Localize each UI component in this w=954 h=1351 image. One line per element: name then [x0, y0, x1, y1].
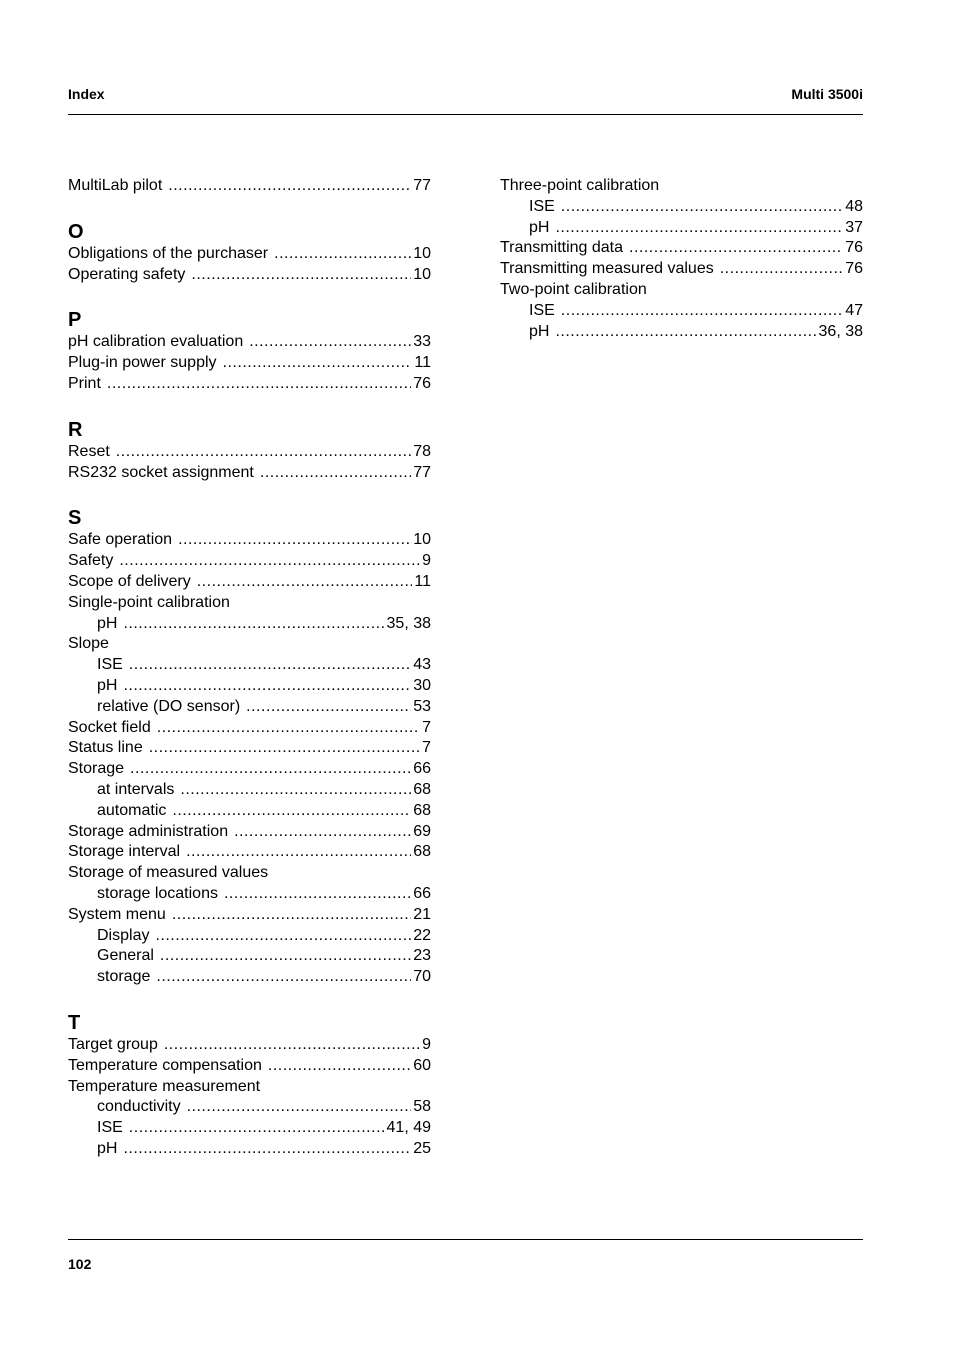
index-term: Safety [68, 552, 114, 570]
index-entry [500, 176, 863, 197]
index-subentry [500, 322, 863, 343]
index-page-reference: 11 [414, 572, 431, 590]
index-entry [68, 530, 431, 551]
index-page-reference: 77 [413, 177, 431, 194]
dot-leader [160, 946, 411, 967]
index-entry [500, 280, 863, 301]
dot-leader [197, 572, 413, 593]
index-term: Operating safety [68, 265, 186, 283]
dot-leader [180, 780, 411, 801]
index-page-reference: 33 [413, 333, 431, 351]
index-page-reference: 7 [422, 718, 431, 736]
running-header-product: Multi 3500i [791, 86, 863, 102]
index-page-reference: 60 [413, 1056, 431, 1074]
index-term: Status line [68, 739, 143, 757]
index-subentry [500, 218, 863, 239]
index-subentry [68, 697, 431, 718]
index-subentry [68, 946, 431, 967]
index-term: storage locations [97, 884, 218, 902]
index-term: pH [529, 322, 550, 340]
dot-leader [561, 301, 843, 322]
index-entry [68, 551, 431, 572]
dot-leader [172, 801, 411, 822]
index-entry [68, 353, 431, 374]
index-entry [68, 572, 431, 593]
dot-leader [555, 218, 843, 239]
index-page-reference: 68 [413, 780, 431, 798]
index-term: Storage of measured values [68, 864, 269, 882]
index-page-reference: 10 [413, 531, 431, 549]
index-term: Display [97, 926, 150, 944]
dot-leader [107, 374, 411, 395]
index-entry [68, 244, 431, 265]
index-term: Transmitting data [500, 239, 624, 257]
index-entry [68, 176, 431, 197]
index-entry [68, 1077, 431, 1098]
dot-leader [129, 1118, 385, 1139]
dot-leader [186, 842, 411, 863]
index-entry [500, 259, 863, 280]
index-page-reference: 76 [845, 239, 863, 257]
dot-leader [187, 1097, 412, 1118]
index-term: ISE [529, 197, 555, 215]
index-entry [68, 1056, 431, 1077]
index-subentry [68, 614, 431, 635]
dot-leader [168, 176, 411, 197]
index-subentry [68, 676, 431, 697]
index-term: ISE [97, 1119, 123, 1137]
index-page-reference: 68 [413, 801, 431, 819]
index-subentry [500, 197, 863, 218]
dot-leader [129, 655, 411, 676]
index-subentry [68, 801, 431, 822]
dot-leader [178, 530, 411, 551]
dot-leader [157, 718, 420, 739]
index-page-reference: 66 [413, 884, 431, 902]
index-entry [68, 822, 431, 843]
running-header-section: Index [68, 86, 105, 102]
dot-leader [119, 551, 420, 572]
index-term: pH [97, 1139, 118, 1157]
index-letter-heading: O [68, 220, 84, 243]
dot-leader [130, 759, 411, 780]
index-entry [68, 634, 431, 655]
index-term: System menu [68, 905, 166, 923]
index-term: storage [97, 968, 151, 986]
index-page-reference: 41, 49 [386, 1119, 431, 1137]
index-column-right [500, 176, 863, 342]
index-entry [68, 842, 431, 863]
index-term: automatic [97, 801, 167, 819]
index-term: conductivity [97, 1098, 181, 1116]
index-subentry [68, 780, 431, 801]
index-term: pH [529, 218, 550, 236]
index-term: Safe operation [68, 531, 173, 549]
dot-leader [164, 1035, 420, 1056]
index-entry [68, 463, 431, 484]
index-term: Three-point calibration [500, 177, 660, 194]
index-page-reference: 35, 38 [386, 614, 431, 632]
index-term: Plug-in power supply [68, 354, 217, 372]
index-entry [68, 1035, 431, 1056]
index-page-reference: 25 [413, 1139, 431, 1157]
index-entry [68, 265, 431, 286]
index-term: Slope [68, 635, 109, 653]
index-page-reference: 58 [413, 1098, 431, 1116]
index-page-reference: 68 [413, 843, 431, 861]
index-subentry [68, 967, 431, 988]
index-term: Two-point calibration [500, 280, 647, 298]
index-page-reference: 22 [413, 926, 431, 944]
index-page-reference: 10 [413, 265, 431, 283]
index-letter-heading: P [68, 309, 82, 332]
index-page-reference: 76 [845, 260, 863, 278]
dot-leader [155, 926, 411, 947]
index-term: MultiLab pilot [68, 177, 163, 194]
dot-leader [234, 822, 411, 843]
index-term: Reset [68, 442, 110, 460]
index-term: Temperature compensation [68, 1056, 262, 1074]
index-term: RS232 socket assignment [68, 463, 254, 481]
index-entry [500, 238, 863, 259]
index-term: Temperature measurement [68, 1077, 261, 1095]
index-subentry [68, 926, 431, 947]
dot-leader [123, 1139, 411, 1160]
index-entry [68, 374, 431, 395]
dot-leader [249, 332, 411, 353]
index-term: Storage interval [68, 843, 181, 861]
dot-leader [149, 738, 420, 759]
index-term: Target group [68, 1035, 158, 1053]
index-subentry [68, 655, 431, 676]
index-page-reference: 36, 38 [818, 322, 863, 340]
index-subentry [68, 1118, 431, 1139]
dot-leader [116, 442, 411, 463]
index-term: ISE [97, 656, 123, 674]
index-page-reference: 9 [422, 552, 431, 570]
index-term: Storage [68, 760, 125, 778]
index-subentry [500, 301, 863, 322]
index-page-reference: 76 [413, 374, 431, 392]
header-rule [68, 114, 863, 115]
index-entry [68, 759, 431, 780]
index-term: pH [97, 676, 118, 694]
page-number: 102 [68, 1256, 92, 1272]
dot-leader [561, 197, 843, 218]
dot-leader [172, 905, 411, 926]
index-entry [68, 332, 431, 353]
index-page-reference: 78 [413, 442, 431, 460]
dot-leader [274, 244, 411, 265]
dot-leader [123, 676, 411, 697]
index-term: pH [97, 614, 118, 632]
index-page-reference: 77 [413, 463, 431, 481]
index-entry [68, 738, 431, 759]
index-term: Single-point calibration [68, 593, 230, 611]
index-page-reference: 21 [413, 905, 431, 923]
index-page-reference: 69 [413, 822, 431, 840]
index-subentry [68, 1097, 431, 1118]
dot-leader [260, 463, 411, 484]
dot-leader [629, 238, 843, 259]
index-page-reference: 53 [413, 697, 431, 715]
index-term: General [97, 947, 154, 965]
index-entry [68, 863, 431, 884]
index-page-reference: 30 [413, 676, 431, 694]
index-term: Print [68, 374, 101, 392]
index-page-reference: 23 [413, 947, 431, 965]
dot-leader [191, 265, 411, 286]
dot-leader [246, 697, 411, 718]
index-letter-heading: S [68, 507, 82, 530]
index-page-reference: 70 [413, 968, 431, 986]
dot-leader [555, 322, 816, 343]
index-entry [68, 593, 431, 614]
dot-leader [156, 967, 411, 988]
index-entry [68, 905, 431, 926]
index-letter-heading: R [68, 418, 83, 441]
index-page-reference: 11 [414, 354, 431, 372]
index-page-reference: 66 [413, 760, 431, 778]
index-page-reference: 7 [422, 739, 431, 757]
index-page-reference: 10 [413, 244, 431, 262]
index-page-reference: 43 [413, 656, 431, 674]
index-column-left [68, 176, 431, 1160]
dot-leader [720, 259, 843, 280]
index-term: Socket field [68, 718, 151, 736]
index-term: ISE [529, 301, 555, 319]
index-page-reference: 48 [845, 197, 863, 215]
index-letter-heading: T [68, 1011, 81, 1034]
dot-leader [268, 1056, 411, 1077]
index-term: Storage administration [68, 822, 229, 840]
index-page-reference: 9 [422, 1035, 431, 1053]
dot-leader [223, 353, 413, 374]
index-term: Transmitting measured values [500, 260, 714, 278]
index-subentry [68, 1139, 431, 1160]
dot-leader [224, 884, 411, 905]
index-page-reference: 47 [845, 301, 863, 319]
dot-leader [123, 614, 384, 635]
index-term: at intervals [97, 780, 175, 798]
index-subentry [68, 884, 431, 905]
index-entry [68, 718, 431, 739]
footer-rule [68, 1239, 863, 1240]
index-entry [68, 442, 431, 463]
index-term: pH calibration evaluation [68, 333, 244, 351]
index-page-reference: 37 [845, 218, 863, 236]
index-term: Obligations of the purchaser [68, 244, 269, 262]
index-term: Scope of delivery [68, 572, 191, 590]
index-term: relative (DO sensor) [97, 697, 241, 715]
